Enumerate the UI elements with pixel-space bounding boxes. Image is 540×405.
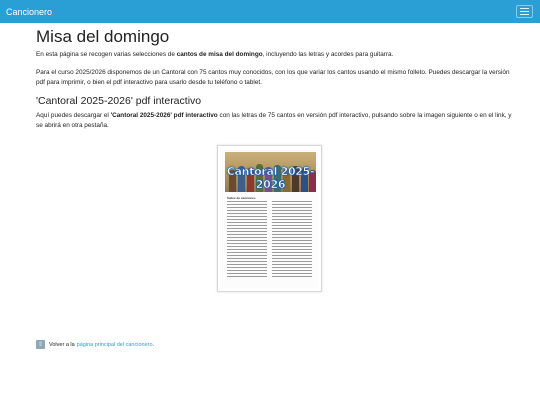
- toc-line: [272, 240, 312, 241]
- toc-line: [227, 249, 267, 250]
- toc-line: [227, 222, 267, 223]
- toc-line: [272, 243, 312, 244]
- toc-line: [272, 255, 312, 256]
- toc-line: [227, 246, 267, 247]
- toc-line: [227, 225, 267, 226]
- toc-line: [227, 213, 267, 214]
- toc-line: [272, 267, 312, 268]
- toc-line: [272, 237, 312, 238]
- toc-line: [227, 237, 267, 238]
- toc-line: [272, 207, 312, 208]
- toc-line: [227, 207, 267, 208]
- course-paragraph: Para el curso 2025/2026 disponemos de un Cantoral con 75 cantos muy conocidos, con los que variar los cantos usando el mismo folleto. Puedes descargar la versión pdf para imprimir, o bien el pdf interactivo para usarlo desde tu teléfono o tablet.: [36, 69, 510, 86]
- cover-illustration: [225, 152, 316, 192]
- toc-line: [227, 267, 267, 268]
- toc-line: [227, 231, 267, 232]
- toc-line: [272, 234, 312, 235]
- toc-line: [227, 201, 267, 202]
- toc-line: [272, 252, 312, 253]
- toc-line: [227, 210, 267, 211]
- toc-heading: Índice de canciones: [227, 196, 256, 200]
- toc-line: [227, 273, 267, 274]
- cover-title: Cantoral 2025-2026: [226, 165, 315, 191]
- toc-line: [272, 204, 312, 205]
- toc-line: [227, 216, 267, 217]
- toc-line: [272, 231, 312, 232]
- toc-line: [227, 204, 267, 205]
- toc-line: [272, 216, 312, 217]
- intro-paragraph: En esta página se recogen varias selecciones de cantos de misa del domingo, incluyendo las letras y acordes para guitarra.: [36, 51, 394, 58]
- navbar: [0, 0, 540, 23]
- toc-line: [272, 246, 312, 247]
- toc-line: [227, 243, 267, 244]
- toc-line: [272, 273, 312, 274]
- toc-line: [227, 240, 267, 241]
- hamburger-menu-icon[interactable]: [516, 5, 533, 18]
- footer-back-link: ⇧ Volver a la página principal del cancionero .: [37, 341, 155, 348]
- toc-line: [272, 258, 312, 259]
- toc-line: [272, 228, 312, 229]
- toc-line: [272, 213, 312, 214]
- toc-line: [272, 201, 312, 202]
- toc-line: [272, 219, 312, 220]
- home-page-link[interactable]: página principal del cancionero: [76, 341, 153, 348]
- main-content: [36, 23, 516, 131]
- page-title: Misa del domingo: [36, 27, 170, 46]
- back-arrow-icon[interactable]: ⇧: [37, 341, 44, 348]
- toc-line: [227, 258, 267, 259]
- toc-line: [272, 222, 312, 223]
- toc-line: [272, 225, 312, 226]
- toc-line: [227, 255, 267, 256]
- toc-line: [227, 219, 267, 220]
- toc-line: [227, 234, 267, 235]
- toc-line: [227, 270, 267, 271]
- section-heading: 'Cantoral 2025-2026' pdf interactivo: [36, 95, 202, 107]
- download-paragraph: Aquí puedes descargar el 'Cantoral 2025-2026' pdf interactivo con las letras de 75 cantos en versión pdf interactivo, pulsando sobre la imagen siguiente o en el link, y se abrirá en otra pestaña.: [36, 112, 512, 129]
- navbar-brand[interactable]: Cancionero: [6, 6, 53, 17]
- cantoral-cover-image[interactable]: [217, 145, 322, 292]
- toc-line: [272, 249, 312, 250]
- toc-line: [272, 261, 312, 262]
- toc-line: [227, 276, 267, 277]
- toc-column-left: [227, 201, 267, 279]
- toc-line: [272, 276, 312, 277]
- toc-line: [227, 228, 267, 229]
- toc-line: [272, 264, 312, 265]
- toc-line: [227, 261, 267, 262]
- toc-line: [272, 210, 312, 211]
- toc-column-right: [272, 201, 312, 279]
- toc-line: [272, 270, 312, 271]
- toc-line: [227, 264, 267, 265]
- toc-line: [227, 252, 267, 253]
